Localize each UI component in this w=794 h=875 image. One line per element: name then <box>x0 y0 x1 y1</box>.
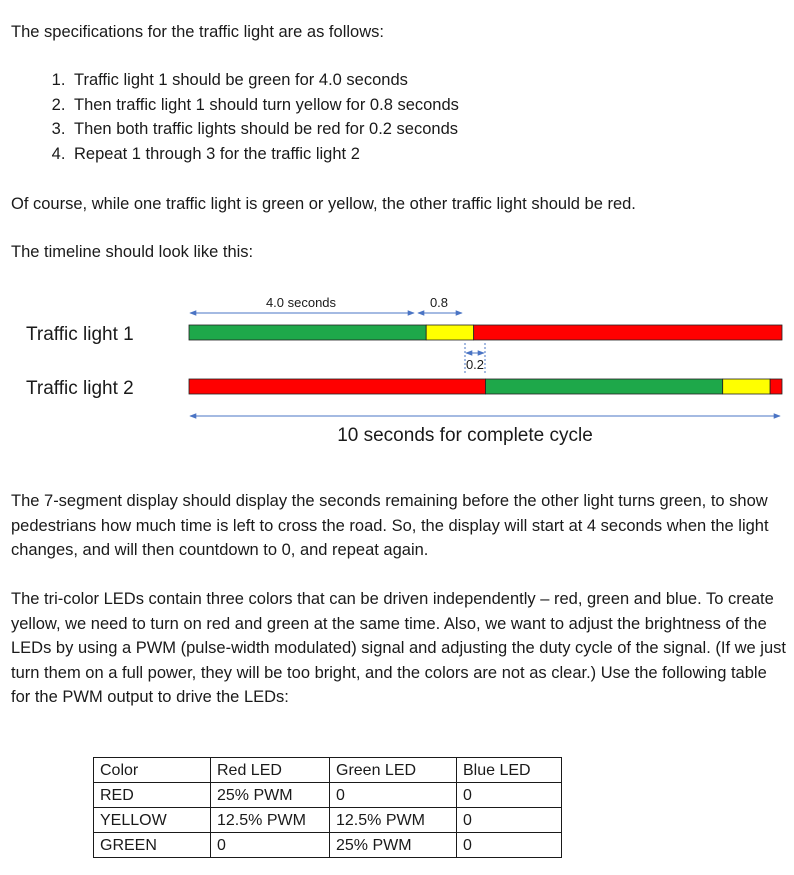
table-cell: 12.5% PWM <box>211 808 330 833</box>
traffic-light-1-bar <box>189 325 782 340</box>
table-cell: 25% PWM <box>330 833 457 858</box>
timeline-diagram <box>0 285 794 455</box>
traffic-light-1-label: Traffic light 1 <box>26 324 134 345</box>
table-header-cell: Green LED <box>330 758 457 783</box>
red-note: Of course, while one traffic light is green or yellow, the other traffic light should be red. <box>11 195 636 213</box>
table-cell: 0 <box>211 833 330 858</box>
table-row <box>94 833 562 858</box>
timeline-segment-green <box>486 379 723 394</box>
table-cell: 0 <box>457 833 562 858</box>
intro-text: The specifications for the traffic light are as follows: <box>11 23 384 41</box>
spec-step: 1. Traffic light 1 should be green for 4.0 seconds <box>70 68 459 93</box>
table-row <box>94 808 562 833</box>
table-cell: 0 <box>457 783 562 808</box>
yellow-duration-label: 0.8 <box>429 295 449 310</box>
table-cell: 0 <box>330 783 457 808</box>
timeline-segment-red <box>189 379 486 394</box>
timeline-segment-yellow <box>426 325 473 340</box>
table-cell: 0 <box>457 808 562 833</box>
cycle-label: 10 seconds for complete cycle <box>337 425 593 446</box>
timeline-segment-green <box>189 325 426 340</box>
timeline-intro: The timeline should look like this: <box>11 243 254 261</box>
timeline-segment-yellow <box>723 379 770 394</box>
table-header-cell: Color <box>94 758 211 783</box>
table-cell: RED <box>94 783 211 808</box>
tri-color-led-paragraph: The tri-color LEDs contain three colors that can be driven independently – red, green and blue. To create yellow, we need to turn on red and green at the same time. Also, we want to adjust the brightness of the LEDs by using a PWM (pulse-width modulated) signal and adjusting the duty cycle of the signal. (If we just turn them on a full power, they will be too bright, and the colors are not as clear.) Use the following table for the PWM output to drive the LEDs: <box>11 590 786 706</box>
table-cell: 12.5% PWM <box>330 808 457 833</box>
spec-step: 2. Then traffic light 1 should turn yellow for 0.8 seconds <box>70 93 459 118</box>
timeline-segment-red <box>770 379 782 394</box>
table-header-cell: Red LED <box>211 758 330 783</box>
table-cell: 25% PWM <box>211 783 330 808</box>
seven-segment-paragraph: The 7-segment display should display the seconds remaining before the other light turns green, to show pedestrians how much time is left to cross the road. So, the display will start at 4 seconds when the light changes, and will then countdown to 0, and repeat again. <box>11 492 769 559</box>
spec-list <box>38 68 459 166</box>
spec-step: 4. Repeat 1 through 3 for the traffic light 2 <box>70 142 459 167</box>
table-cell: YELLOW <box>94 808 211 833</box>
table-header-cell: Blue LED <box>457 758 562 783</box>
table-header-row <box>94 758 562 783</box>
traffic-light-2-bar <box>189 379 782 394</box>
table-row <box>94 783 562 808</box>
spec-step: 3. Then both traffic lights should be red for 0.2 seconds <box>70 117 459 142</box>
timeline-segment-red <box>474 325 782 340</box>
traffic-light-2-label: Traffic light 2 <box>26 378 134 399</box>
pwm-table <box>93 757 562 858</box>
green-duration-label: 4.0 seconds <box>265 295 337 310</box>
gap-duration-label: 0.2 <box>465 357 485 372</box>
table-cell: GREEN <box>94 833 211 858</box>
